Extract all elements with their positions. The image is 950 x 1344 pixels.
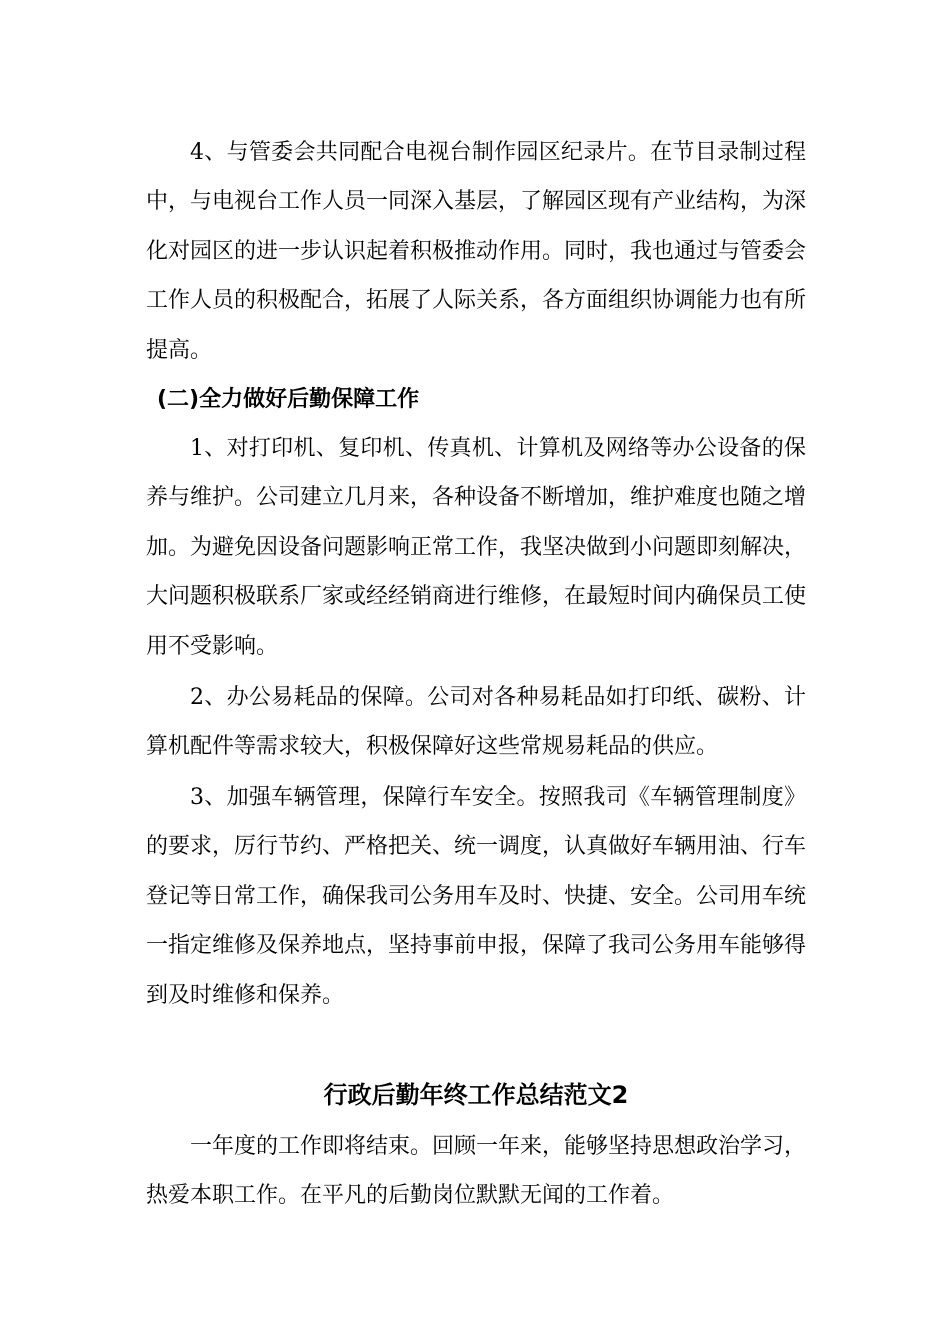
- paragraph-intro-2: 一年度的工作即将结束。回顾一年来，能够坚持思想政治学习，热爱本职工作。在平凡的后勤岗位默默无闻的工作着。: [146, 1134, 807, 1209]
- paragraph-item-1: 1、对打印机、复印机、传真机、计算机及网络等办公设备的保养与维护。公司建立几月来，各种设备不断增加，维护难度也随之增加。为避免因设备问题影响正常工作，我坚决做到小问题即刻解决，大问题积极联系厂家或经经销商进行维修，在最短时间内确保员工使用不受影响。: [146, 436, 807, 659]
- section-heading-logistics: (二)全力做好后勤保障工作: [157, 387, 420, 412]
- paragraph-item-3: 3、加强车辆管理，保障行车安全。按照我司《车辆管理制度》的要求，厉行节约、严格把关、统一调度，认真做好车辆用油、行车登记等日常工作，确保我司公务用车及时、快捷、安全。公司用车统一指定维修及保养地点，坚持事前申报，保障了我司公务用车能够得到及时维修和保养。: [146, 785, 807, 1008]
- paragraph-item-4: 4、与管委会共同配合电视台制作园区纪录片。在节目录制过程中，与电视台工作人员一同深入基层，了解园区现有产业结构，为深化对园区的进一步认识起着积极推动作用。同时，我也通过与管委会工作人员的积极配合，拓展了人际关系，各方面组织协调能力也有所提高。: [146, 140, 807, 363]
- document-title-2: 行政后勤年终工作总结范文2: [323, 1081, 629, 1109]
- paragraph-item-2: 2、办公易耗品的保障。公司对各种易耗品如打印纸、碳粉、计算机配件等需求较大，积极保障好这些常规易耗品的供应。: [146, 685, 806, 760]
